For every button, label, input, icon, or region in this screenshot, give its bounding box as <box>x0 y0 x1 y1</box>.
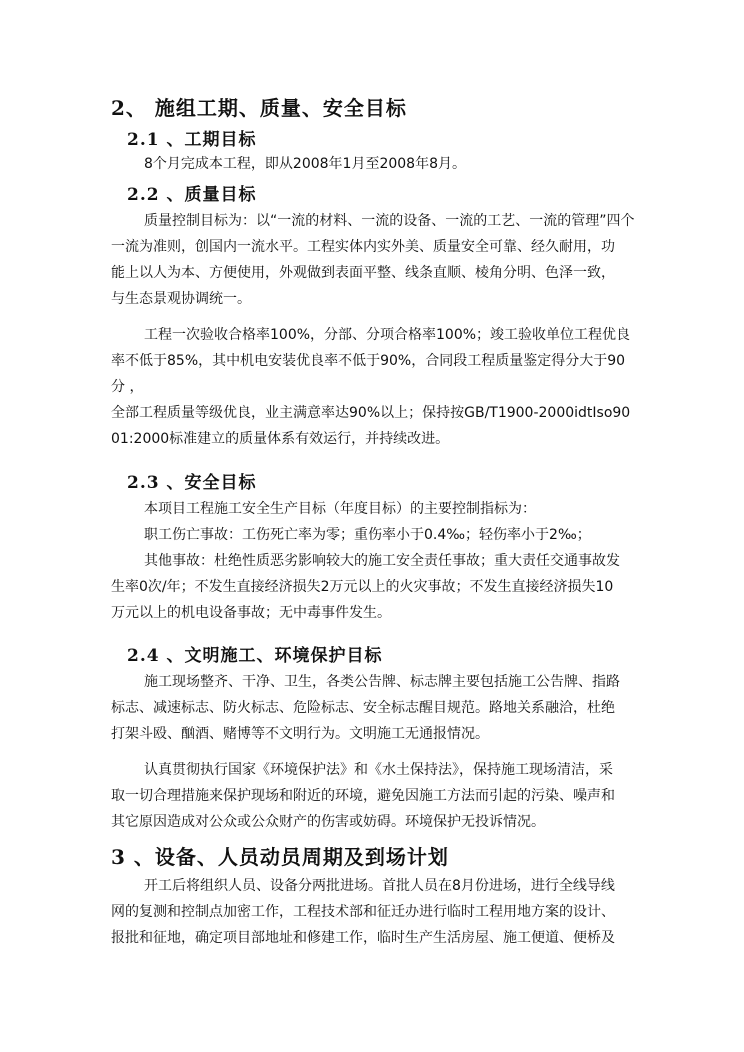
text-line: 能上以人为本、方便使用，外观做到表面平整、线条直顺、棱角分明、色泽一致， <box>111 265 615 281</box>
section-2-3-heading: 2.3 、安全目标 <box>127 473 257 493</box>
text-line: 标志、减速标志、防火标志、危险标志、安全标志醒目规范。路地关系融洽，杜绝 <box>111 700 615 716</box>
text-line: 网的复测和控制点加密工作，工程技术部和征迁办进行临时工程用地方案的设计、 <box>111 904 615 920</box>
section-2-2-para-1 <box>111 208 659 312</box>
text-line: 其它原因造成对公众或公众财产的伤害或妨碍。环境保护无投诉情况。 <box>111 814 545 830</box>
text-line: 开工后将组织人员、设备分两批进场。首批人员在8月份进场，进行全线导线 <box>144 878 615 894</box>
text-line: 01:2000标准建立的质量体系有效运行，并持续改进。 <box>111 431 450 447</box>
text-line: 工程一次验收合格率100%，分部、分项合格率100%；竣工验收单位工程优良 <box>144 327 631 343</box>
text-line: 8个月完成本工程，即从2008年1月至2008年8月。 <box>144 156 466 172</box>
text-line: 与生态景观协调统一。 <box>111 291 251 307</box>
section-2-4-para-1 <box>111 669 659 747</box>
text-line: 报批和征地，确定项目部地址和修建工作，临时生产生活房屋、施工便道、便桥及 <box>111 930 615 946</box>
text-line: 职工伤亡事故：工伤死亡率为零；重伤率小于0.4‰；轻伤率小于2‰； <box>144 527 591 543</box>
text-line: 率不低于85%，其中机电安装优良率不低于90%，合同段工程质量鉴定得分大于90 <box>111 353 626 369</box>
text-line-justified <box>111 374 659 400</box>
text-line: 一流为准则，创国内一流水平。工程实体内实外美、质量安全可靠、经久耐用，功 <box>111 239 615 255</box>
text-line: 施工现场整齐、干净、卫生，各类公告牌、标志牌主要包括施工公告牌、指路 <box>144 674 620 690</box>
text-line: 打架斗殴、酗酒、赌博等不文明行为。文明施工无通报情况。 <box>111 726 489 742</box>
text-line: 取一切合理措施来保护现场和附近的环境，避免因施工方法而引起的污染、噪声和 <box>111 788 615 804</box>
text-line: 本项目工程施工安全生产目标（年度目标）的主要控制指标为： <box>144 501 536 517</box>
text-line: 生率0次/年；不发生直接经济损失2万元以上的火灾事故；不发生直接经济损失10 <box>111 579 614 595</box>
section-2-heading: 2、 施组工期、质量、安全目标 <box>111 96 407 120</box>
section-3-body <box>111 873 659 951</box>
text-line: 全部工程质量等级优良，业主满意率达90%以上；保持按GB/T1900-2000idtIso90 <box>111 405 631 421</box>
section-2-2-para-2 <box>111 322 659 452</box>
text-line: 其他事故：杜绝性质恶劣影响较大的施工安全责任事故；重大责任交通事故发 <box>144 553 620 569</box>
section-2-1-body <box>111 151 659 177</box>
text-line: 认真贯彻执行国家《环境保护法》和《水土保持法》，保持施工现场清洁，采 <box>144 762 613 778</box>
section-2-4-heading: 2.4 、文明施工、环境保护目标 <box>127 646 383 666</box>
text-line: 万元以上的机电设备事故；无中毒事件发生。 <box>111 605 391 621</box>
section-2-4-para-2 <box>111 757 659 835</box>
text-fragment: ， <box>129 379 144 395</box>
section-2-2-heading: 2.2 、质量目标 <box>127 185 257 205</box>
section-2-3-body <box>111 496 659 626</box>
section-2-1-heading: 2.1 、工期目标 <box>127 130 257 150</box>
text-line: 质量控制目标为：以“一流的材料、一流的设备、一流的工艺、一流的管理”四个 <box>144 213 635 229</box>
section-3-heading: 3 、设备、人员动员周期及到场计划 <box>111 845 449 869</box>
text-fragment: 分 <box>111 379 125 395</box>
